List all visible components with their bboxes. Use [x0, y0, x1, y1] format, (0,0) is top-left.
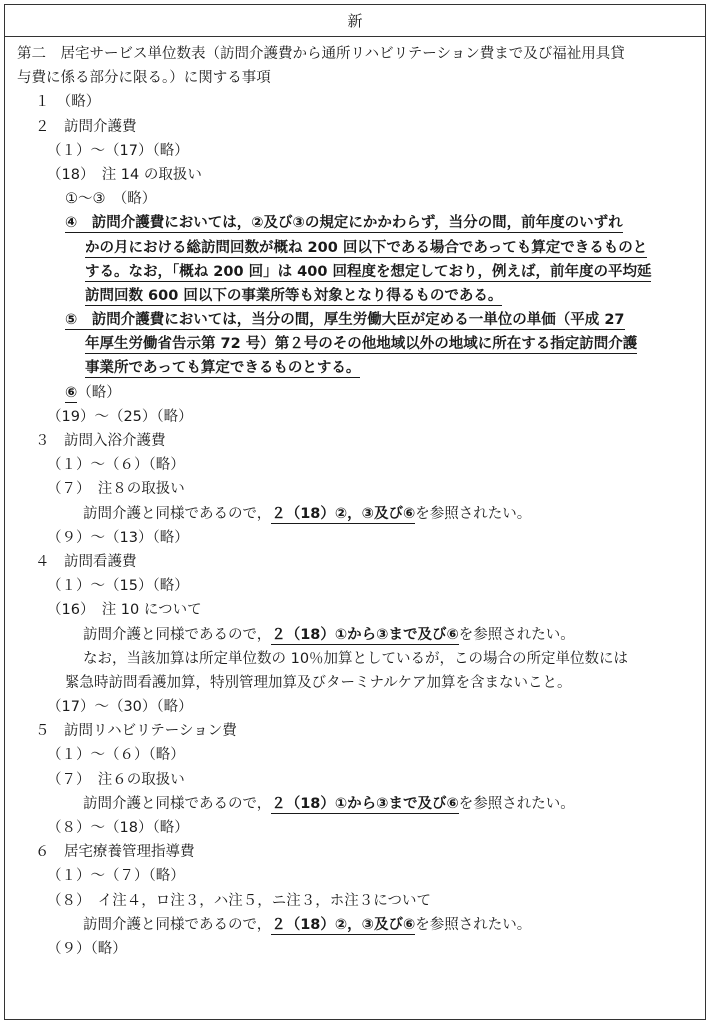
- amended-text: 事業所であっても算定できるものとする。: [85, 360, 361, 377]
- amended-text: 年厚生労働省告示第 72 号）第２号のその他地域以外の地域に所在する指定訪問介護: [85, 336, 638, 353]
- text-line: （８） イ注４，ロ注３，ハ注５，ニ注３，ホ注３について: [47, 892, 431, 909]
- text-line: （17）～（30）（略）: [47, 699, 193, 716]
- text-line: なお，当該加算は所定単位数の 10％加算としているが，この場合の所定単位数には: [83, 650, 629, 667]
- text-line: [17, 623, 695, 647]
- amended-marker: ④: [65, 215, 78, 232]
- text-span: を参照されたい。: [415, 916, 532, 933]
- amended-reference: ２（18）②，③及び⑥: [271, 505, 416, 522]
- text-line: 与費に係る部分に限る。）に関する事項: [17, 70, 271, 87]
- text-span: を参照されたい。: [415, 505, 532, 522]
- text-span: 訪問介護と同様であるので，: [83, 795, 272, 812]
- amended-reference: ２（18）②，③及び⑥: [271, 916, 416, 933]
- text-line: （１）～（７）（略）: [47, 868, 185, 885]
- text-line: [17, 913, 695, 937]
- amended-reference: ２（18）①から③まで及び⑥: [271, 626, 459, 643]
- column-header-title: 新: [347, 12, 363, 30]
- amended-line: [17, 211, 695, 235]
- amended-marker: ⑤: [65, 312, 78, 329]
- amended-text: かの月における総訪問回数が概ね 200 回以下である場合であっても算定できるものと: [85, 239, 648, 256]
- text-span: を参照されたい。: [458, 795, 575, 812]
- text-line: [17, 502, 695, 526]
- text-line: １ （略）: [35, 94, 101, 111]
- text-line: （１）～（６）（略）: [47, 457, 185, 474]
- text-line: （１）～（６）（略）: [47, 747, 185, 764]
- text-line: 第二 居宅サービス単位数表（訪問介護費から通所リハビリテーション費まで及び福祉用具貸: [17, 46, 625, 62]
- text-line: （７） 注６の取扱い: [47, 771, 185, 788]
- document-body: [5, 37, 705, 961]
- amended-text: 訪問介護費においては，②及び③の規定にかかわらず，当分の間，前年度のいずれ: [77, 215, 623, 232]
- text-line: （19）～（25）（略）: [47, 408, 193, 425]
- text-line: （８）～（18）（略）: [47, 820, 189, 836]
- amended-line: [17, 236, 695, 260]
- text-span: 訪問介護と同様であるので，: [83, 505, 272, 522]
- text-line: （18） 注 14 の取扱い: [47, 166, 202, 183]
- amended-text: 訪問介護費においては，当分の間，厚生労働大臣が定める一単位の単価（平成 27: [77, 312, 625, 329]
- text-line: （１）～（15）（略）: [47, 578, 189, 595]
- section-heading: ６ 居宅療養管理指導費: [35, 844, 195, 861]
- amended-marker: ⑥: [65, 384, 78, 401]
- text-line: （９）（略）: [47, 940, 127, 957]
- amended-text: する。なお，「概ね 200 回」は 400 回程度を想定しており，例えば，前年度の平均延: [85, 263, 652, 280]
- amended-line: [17, 308, 695, 332]
- text-line: ①～③ （略）: [65, 191, 157, 208]
- text-span: を参照されたい。: [458, 626, 575, 643]
- section-heading: ４ 訪問看護費: [35, 553, 137, 570]
- amended-line: [17, 260, 695, 284]
- text-line: （７） 注８の取扱い: [47, 481, 185, 498]
- text-line: 緊急時訪問看護加算，特別管理加算及びターミナルケア加算を含まないこと。: [65, 674, 572, 691]
- text-line: [17, 792, 695, 816]
- text-span: 訪問介護と同様であるので，: [83, 916, 272, 933]
- text-span: （略）: [77, 384, 121, 401]
- amended-text: 訪問回数 600 回以下の事業所等も対象となり得るものである。: [85, 287, 503, 304]
- text-line: （１）～（17）（略）: [47, 142, 189, 159]
- amended-line: [17, 356, 695, 380]
- amended-line: [17, 284, 695, 308]
- section-heading: ２ 訪問介護費: [35, 118, 137, 135]
- text-span: 訪問介護と同様であるので，: [83, 626, 272, 643]
- text-line: （９）～（13）（略）: [47, 529, 189, 546]
- column-header: [5, 5, 705, 37]
- text-line: [17, 381, 695, 405]
- amended-reference: ２（18）①から③まで及び⑥: [271, 795, 459, 812]
- table-frame: [4, 4, 706, 1020]
- section-heading: ５ 訪問リハビリテーション費: [35, 723, 237, 740]
- section-heading: ３ 訪問入浴介護費: [35, 433, 166, 449]
- text-line: （16） 注 10 について: [47, 602, 202, 619]
- amended-line: [17, 332, 695, 356]
